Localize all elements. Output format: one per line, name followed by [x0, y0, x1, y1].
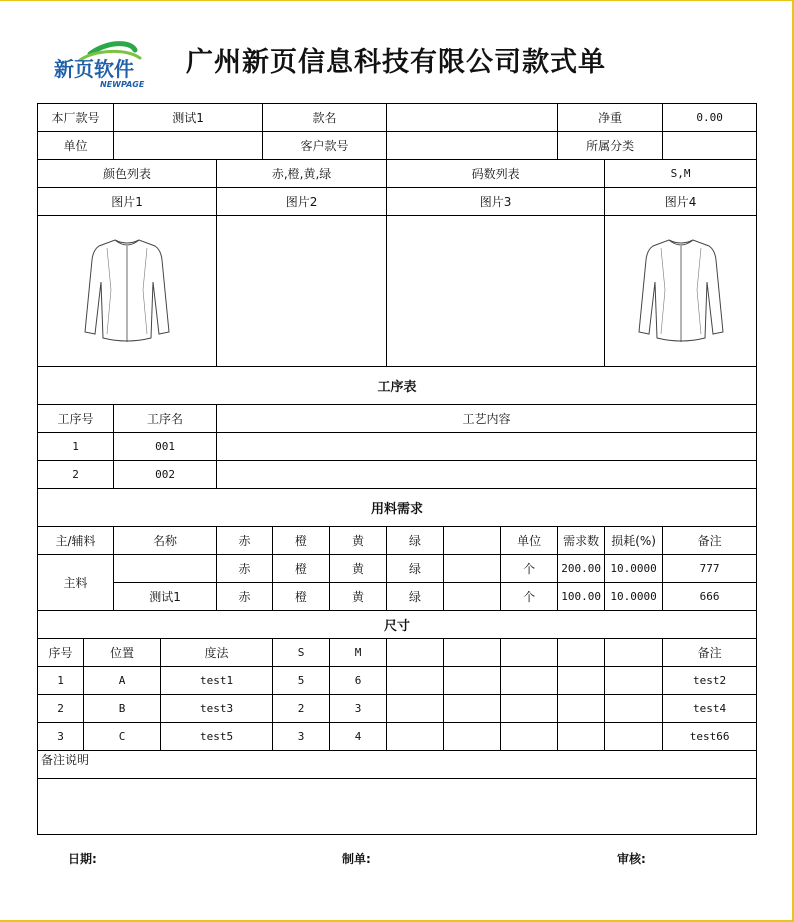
sizes-cell: B — [84, 695, 161, 723]
sizes-cell — [444, 723, 501, 751]
materials-cell: 绿 — [387, 583, 444, 611]
notes-label: 备注说明 — [38, 751, 757, 779]
category-label: 所属分类 — [558, 132, 663, 160]
materials-cell: 橙 — [273, 555, 330, 583]
sizes-cell: 3 — [273, 723, 330, 751]
process-cell: 001 — [114, 433, 217, 461]
materials-cell — [114, 555, 217, 583]
sizes-header-cell: S — [273, 639, 330, 667]
maker-label: 制单: — [342, 852, 371, 866]
style-name-label: 款名 — [263, 104, 387, 132]
picture-4-cell — [605, 216, 757, 367]
materials-cell: 个 — [501, 583, 558, 611]
table-row — [38, 695, 757, 723]
sizes-cell — [605, 667, 663, 695]
category-value — [663, 132, 757, 160]
materials-header-cell: 赤 — [217, 527, 273, 555]
picture-4-label: 图片4 — [605, 188, 757, 216]
materials-cell: 10.0000 — [605, 583, 663, 611]
sizes-section-title: 尺寸 — [38, 611, 757, 639]
process-section-title: 工序表 — [38, 367, 757, 405]
process-cell — [217, 461, 757, 489]
sizes-cell: 2 — [38, 695, 84, 723]
process-cell: 002 — [114, 461, 217, 489]
garment-sketch-image — [631, 234, 731, 349]
notes-value — [38, 779, 757, 835]
materials-cell: 100.00 — [558, 583, 605, 611]
sizes-cell — [558, 667, 605, 695]
sizes-cell: 4 — [330, 723, 387, 751]
picture-1-cell — [38, 216, 217, 367]
materials-cell: 绿 — [387, 555, 444, 583]
sizes-header-cell — [387, 639, 444, 667]
picture-3-label: 图片3 — [387, 188, 605, 216]
factory-no-value: 测试1 — [114, 104, 263, 132]
materials-header-cell: 绿 — [387, 527, 444, 555]
process-title-row — [38, 367, 757, 405]
sizes-cell: 6 — [330, 667, 387, 695]
materials-cell: 赤 — [217, 555, 273, 583]
materials-cell — [444, 583, 501, 611]
list-row — [38, 160, 757, 188]
materials-header-cell: 主/辅料 — [38, 527, 114, 555]
customer-no-value — [387, 132, 558, 160]
factory-no-label: 本厂款号 — [38, 104, 114, 132]
unit-label: 单位 — [38, 132, 114, 160]
sizes-cell: test3 — [161, 695, 273, 723]
sizes-cell — [387, 723, 444, 751]
sizes-cell — [605, 695, 663, 723]
garment-sketch-image — [77, 234, 177, 349]
unit-value — [114, 132, 263, 160]
materials-header-cell: 黄 — [330, 527, 387, 555]
materials-section-title: 用料需求 — [38, 489, 757, 527]
sizes-cell — [501, 667, 558, 695]
sizes-cell: 1 — [38, 667, 84, 695]
sizes-cell — [444, 667, 501, 695]
materials-header-cell: 橙 — [273, 527, 330, 555]
style-sheet-table — [37, 103, 757, 835]
sizes-cell: A — [84, 667, 161, 695]
materials-header-cell: 需求数 — [558, 527, 605, 555]
materials-cell: 10.0000 — [605, 555, 663, 583]
materials-cell: 赤 — [217, 583, 273, 611]
sizes-header-cell: M — [330, 639, 387, 667]
process-header-cell: 工序名 — [114, 405, 217, 433]
sizes-cell: test66 — [663, 723, 757, 751]
process-cell: 2 — [38, 461, 114, 489]
size-list-value: S,M — [605, 160, 757, 188]
notes-label-row — [38, 751, 757, 779]
net-weight-label: 净重 — [558, 104, 663, 132]
picture-row — [38, 216, 757, 367]
materials-header-cell: 备注 — [663, 527, 757, 555]
sizes-header-cell: 位置 — [84, 639, 161, 667]
materials-header-cell: 损耗(%) — [605, 527, 663, 555]
picture-label-row — [38, 188, 757, 216]
materials-cell: 666 — [663, 583, 757, 611]
date-label: 日期: — [68, 852, 97, 866]
review-label: 审核: — [617, 852, 646, 866]
customer-no-label: 客户款号 — [263, 132, 387, 160]
materials-header-row — [38, 527, 757, 555]
style-name-value — [387, 104, 558, 132]
process-cell: 1 — [38, 433, 114, 461]
materials-header-cell: 名称 — [114, 527, 217, 555]
header — [0, 0, 794, 103]
picture-1-label: 图片1 — [38, 188, 217, 216]
sizes-cell: C — [84, 723, 161, 751]
svg-text:新页软件: 新页软件 — [54, 57, 134, 81]
sizes-cell — [558, 723, 605, 751]
sizes-cell — [501, 695, 558, 723]
sizes-cell: 2 — [273, 695, 330, 723]
process-header-cell: 工艺内容 — [217, 405, 757, 433]
page-title: 广州新页信息科技有限公司款式单 — [186, 47, 606, 78]
sizes-header-row — [38, 639, 757, 667]
info-row-2 — [38, 132, 757, 160]
size-list-label: 码数列表 — [387, 160, 605, 188]
svg-text:NEWPAGE: NEWPAGE — [100, 80, 145, 89]
sizes-header-cell: 备注 — [663, 639, 757, 667]
materials-cell: 橙 — [273, 583, 330, 611]
sizes-cell — [387, 695, 444, 723]
sizes-cell: test1 — [161, 667, 273, 695]
sizes-header-cell — [558, 639, 605, 667]
sizes-cell — [558, 695, 605, 723]
sizes-cell: 3 — [38, 723, 84, 751]
sizes-cell: 5 — [273, 667, 330, 695]
picture-3-cell — [387, 216, 605, 367]
sizes-title-row — [38, 611, 757, 639]
materials-cell: 200.00 — [558, 555, 605, 583]
materials-title-row — [38, 489, 757, 527]
materials-cell: 黄 — [330, 555, 387, 583]
net-weight-value: 0.00 — [663, 104, 757, 132]
process-header-cell: 工序号 — [38, 405, 114, 433]
sizes-cell — [387, 667, 444, 695]
sizes-cell: test5 — [161, 723, 273, 751]
sizes-cell: 3 — [330, 695, 387, 723]
color-list-value: 赤,橙,黄,绿 — [217, 160, 387, 188]
materials-cell: 个 — [501, 555, 558, 583]
sizes-cell — [501, 723, 558, 751]
table-row — [38, 723, 757, 751]
notes-value-row — [38, 779, 757, 835]
sizes-header-cell — [605, 639, 663, 667]
sizes-cell: test2 — [663, 667, 757, 695]
materials-header-cell — [444, 527, 501, 555]
color-list-label: 颜色列表 — [38, 160, 217, 188]
sizes-cell: test4 — [663, 695, 757, 723]
materials-cell: 黄 — [330, 583, 387, 611]
materials-cell: 测试1 — [114, 583, 217, 611]
info-row-1 — [38, 104, 757, 132]
sizes-header-cell: 序号 — [38, 639, 84, 667]
sizes-header-cell — [501, 639, 558, 667]
company-logo — [50, 40, 160, 90]
materials-cell — [444, 555, 501, 583]
materials-cell: 777 — [663, 555, 757, 583]
table-row — [38, 583, 757, 611]
sizes-cell — [444, 695, 501, 723]
table-row — [38, 555, 757, 583]
picture-2-cell — [217, 216, 387, 367]
materials-group-label: 主料 — [38, 555, 114, 611]
materials-header-cell: 单位 — [501, 527, 558, 555]
table-row — [38, 667, 757, 695]
sizes-header-cell: 度法 — [161, 639, 273, 667]
picture-2-label: 图片2 — [217, 188, 387, 216]
process-cell — [217, 433, 757, 461]
sizes-header-cell — [444, 639, 501, 667]
table-row — [38, 433, 757, 461]
sizes-cell — [605, 723, 663, 751]
process-header-row — [38, 405, 757, 433]
table-row — [38, 461, 757, 489]
